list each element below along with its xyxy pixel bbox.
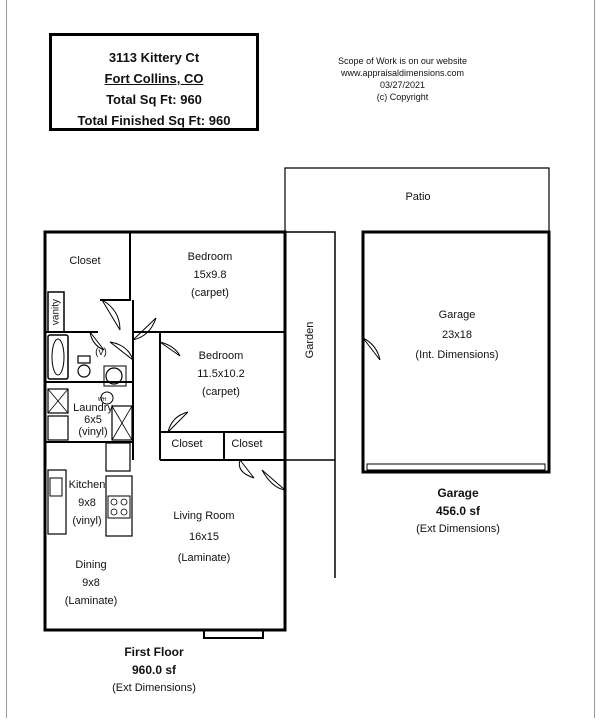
living-room-label (173, 506, 234, 569)
garage-summary-title: Garage (437, 486, 479, 500)
door-closet-b (239, 460, 254, 478)
door-bedroom2 (160, 342, 180, 356)
kitchen-name: Kitchen (68, 479, 106, 491)
door-bath (110, 342, 133, 360)
closet-label: Closet (69, 255, 101, 267)
garage-dims: 23x18 (442, 329, 472, 341)
scope-date: 03/27/2021 (379, 80, 426, 90)
kitchen-counter-right (106, 476, 132, 536)
bedroom1-floor: (carpet) (191, 287, 229, 299)
kitchen-sink (50, 478, 62, 496)
closet-a-label: Closet (171, 438, 203, 450)
door-exterior (262, 470, 285, 490)
door-closet (102, 300, 120, 330)
refrigerator (106, 443, 130, 471)
toilet-tank (78, 356, 90, 363)
living-floor: (Laminate) (177, 552, 231, 564)
tub (48, 335, 68, 379)
bedroom2-name: Bedroom (198, 350, 244, 362)
kitchen-floor: (vinyl) (72, 515, 102, 527)
garage-note: (Int. Dimensions) (415, 349, 499, 361)
bedroom2-dims: 11.5x10.2 (197, 368, 245, 380)
dining-name: Dining (75, 559, 107, 571)
v-label: (v) (95, 347, 107, 358)
garage-door (367, 464, 545, 470)
first-floor-note: (Ext Dimensions) (112, 682, 196, 694)
bedroom2-floor: (carpet) (202, 386, 240, 398)
garage-summary (416, 484, 500, 538)
dining-dims: 9x8 (82, 577, 100, 589)
bedroom2-label (197, 347, 245, 401)
wh-label: WH (97, 397, 107, 403)
first-floor-area: 960.0 sf (131, 663, 177, 677)
scope-line1: Scope of Work is on our website (338, 56, 467, 66)
door-bedroom1 (133, 318, 156, 340)
scope-copyright: (c) Copyright (376, 92, 429, 102)
total-sqft: Total Sq Ft: 960 (106, 92, 202, 107)
laundry-dims: 6x5 (84, 414, 102, 426)
scope-website: www.appraisaldimensions.com (340, 68, 465, 78)
garage-summary-note: (Ext Dimensions) (416, 523, 500, 535)
garden-label: Garden (304, 321, 316, 359)
living-name: Living Room (173, 510, 235, 522)
range (108, 496, 130, 518)
garage-label (415, 305, 498, 365)
first-floor-title: First Floor (124, 645, 184, 659)
bedroom1-label (188, 248, 233, 302)
city: Fort Collins, CO (104, 71, 204, 86)
garage-summary-area: 456.0 sf (435, 504, 481, 518)
first-floor-summary (112, 643, 196, 697)
kitchen-counter-left (48, 470, 66, 534)
kitchen-dims: 9x8 (78, 497, 96, 509)
address: 3113 Kittery Ct (108, 50, 200, 65)
door-garage (363, 338, 380, 360)
laundry-floor: (vinyl) (78, 426, 108, 438)
kitchen-label (69, 476, 106, 530)
dining-label (65, 556, 118, 610)
vanity-label: vanity (50, 298, 62, 326)
tub-basin (52, 339, 64, 375)
bedroom1-name: Bedroom (187, 251, 233, 263)
living-dims: 16x15 (189, 531, 219, 543)
garden-strip (285, 232, 335, 600)
dining-floor: (Laminate) (64, 595, 118, 607)
laundry-name: Laundry (73, 402, 113, 414)
closet-b-label: Closet (231, 438, 263, 450)
toilet (78, 365, 90, 377)
total-finished-sqft: Total Finished Sq Ft: 960 (77, 113, 231, 128)
closet-wall (100, 232, 130, 300)
laundry-label (73, 402, 113, 438)
washer-x (48, 389, 68, 413)
garage-name: Garage (438, 309, 476, 321)
bedroom1-dims: 15x9.8 (193, 269, 227, 281)
dryer (48, 416, 68, 440)
patio-label: Patio (405, 191, 431, 203)
door-closet-a (168, 412, 188, 432)
